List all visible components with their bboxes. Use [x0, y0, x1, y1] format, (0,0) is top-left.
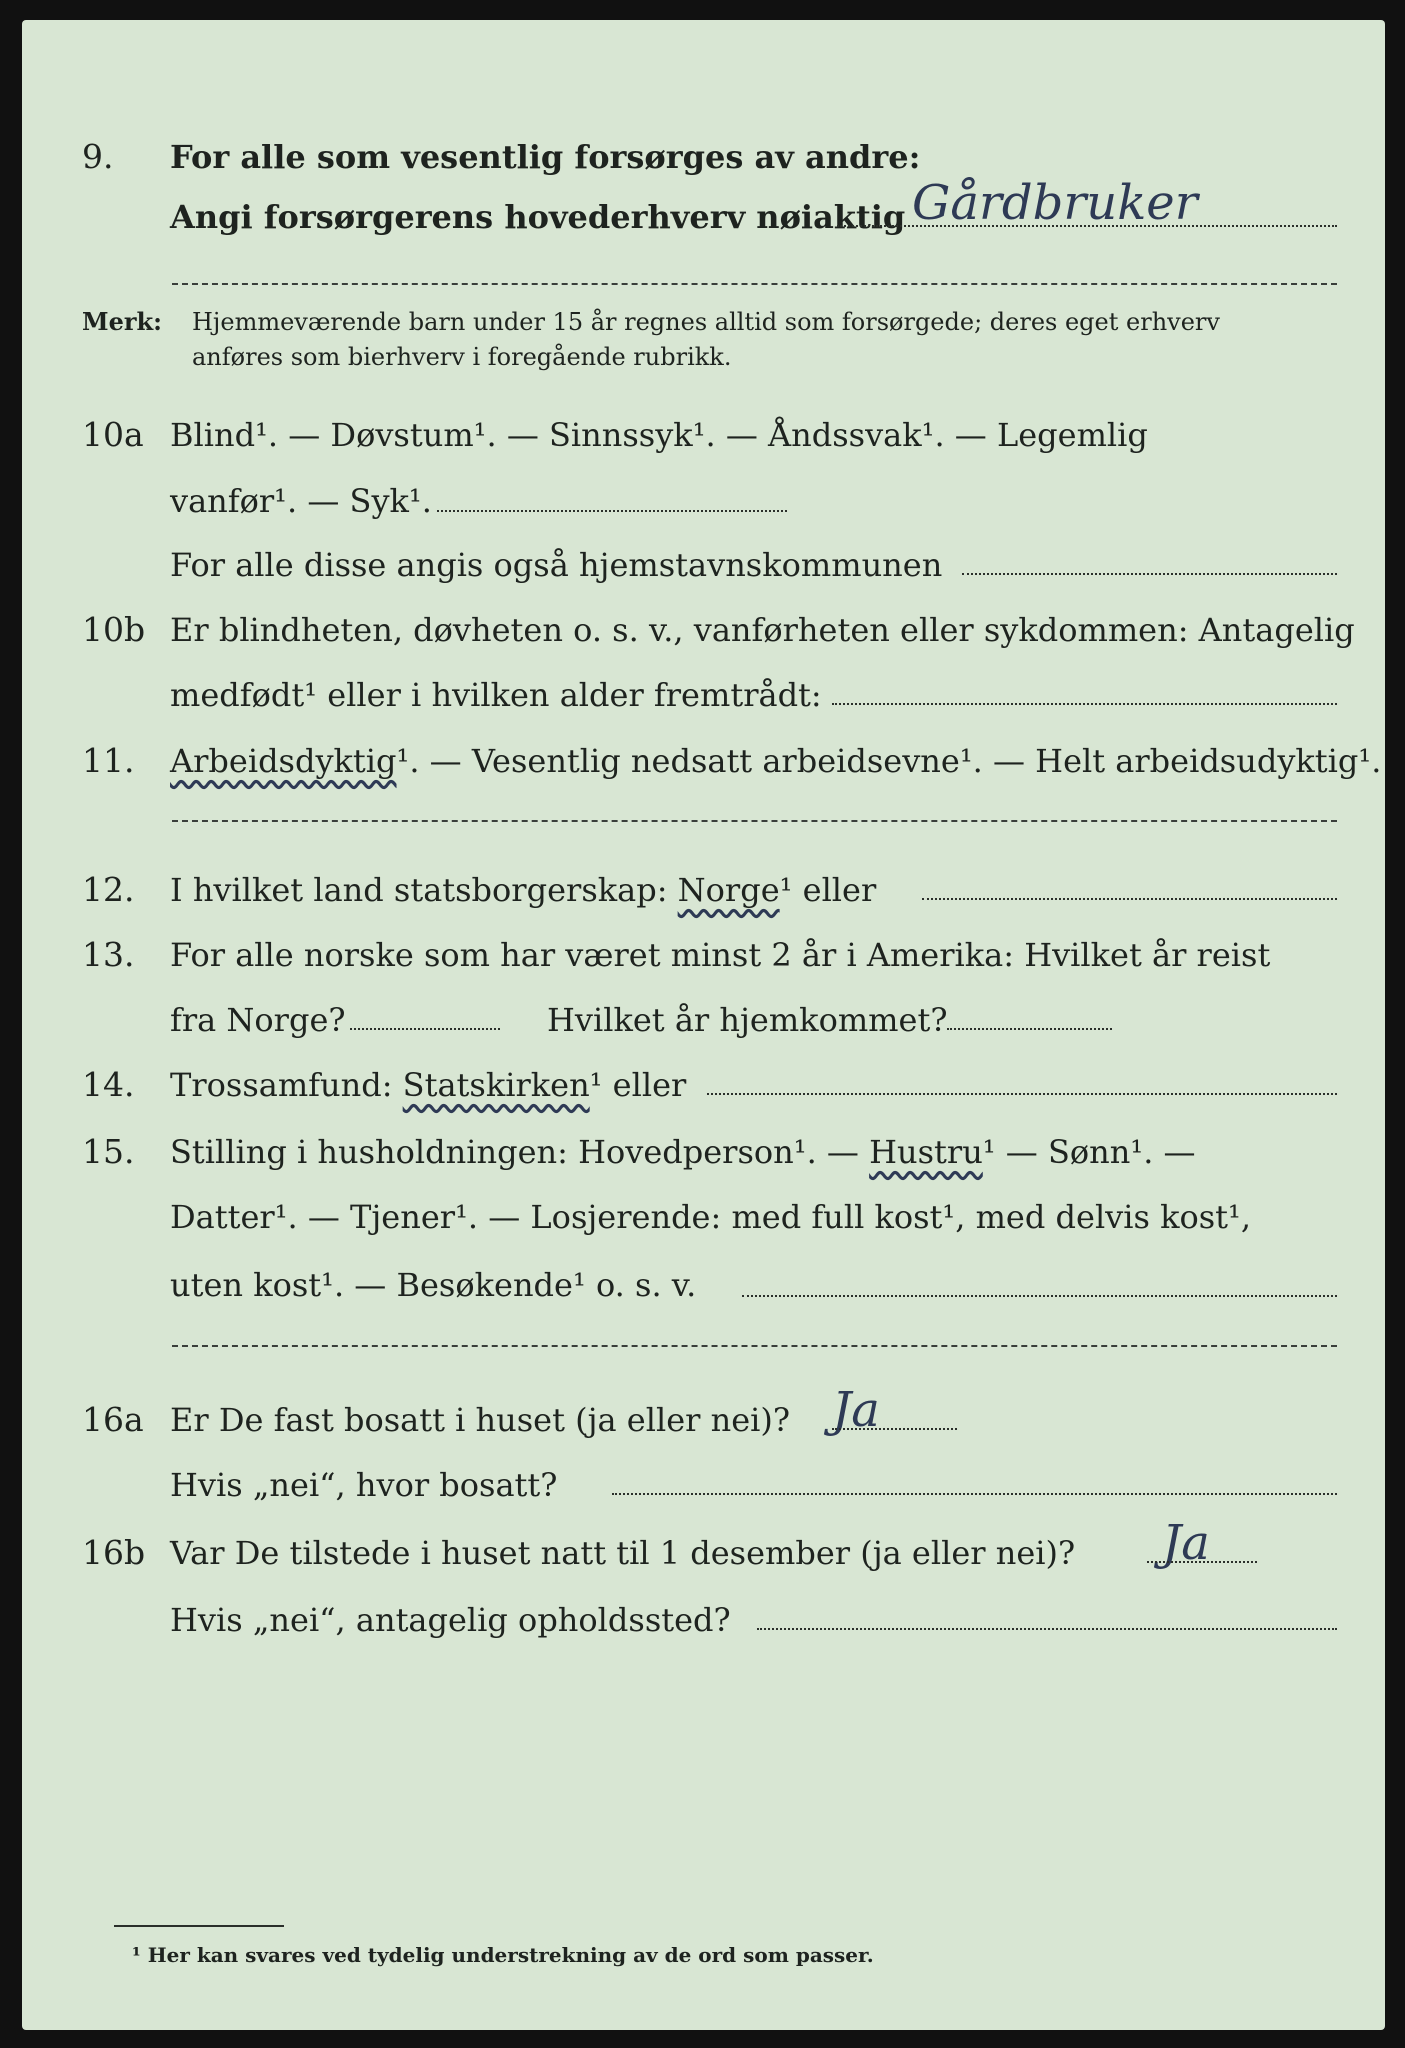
q15-text3: uten kost¹. — Besøkende¹ o. s. v. — [170, 1266, 697, 1304]
q16b-number: 16b — [82, 1533, 146, 1572]
q13-line1 — [22, 930, 1385, 980]
q16b-handwritten-answer: Ja — [1162, 1515, 1210, 1571]
q16a-bosatt-line — [612, 1493, 1337, 1495]
q16a-answer-line — [832, 1428, 957, 1430]
footnote-divider — [114, 1925, 284, 1927]
q12-pre: I hvilket land statsborgerskap: — [170, 871, 668, 909]
q12-post: ¹ eller — [779, 871, 877, 909]
q9-number: 9. — [82, 137, 114, 176]
q11-rest: ¹. — Vesentlig nedsatt arbeidsevne¹. — Helt arbeidsudyktig¹. — [396, 742, 1382, 780]
q14-post: ¹ eller — [589, 1066, 687, 1104]
q9-answer-line — [837, 225, 1337, 227]
q16b-opholdssted-line — [757, 1628, 1337, 1630]
q15-line1 — [22, 1127, 1385, 1177]
q10a-hjemstavn-line — [962, 573, 1337, 575]
merk-text2: anføres som bierhverv i foregående rubrikk. — [192, 343, 732, 371]
q10a-text3: For alle disse angis også hjemstavnskommunen — [170, 546, 943, 584]
q12-number: 12. — [82, 870, 135, 909]
q10a-text1: Blind¹. — Døvstum¹. — Sinnssyk¹. — Åndssvak¹. — Legemlig — [170, 416, 1148, 454]
q15-text1c: ¹ — Sønn¹. — — [982, 1133, 1196, 1171]
q10b-text1: Er blindheten, døvheten o. s. v., vanførheten eller sykdommen: Antagelig — [170, 611, 1355, 649]
q16b-text2: Hvis „nei“, antagelig opholdssted? — [170, 1601, 731, 1639]
q10a-line1 — [22, 410, 1385, 460]
q13-hjemkommet-line — [947, 1028, 1112, 1030]
q10b-text2: medfødt¹ eller i hvilken alder fremtrådt: — [170, 676, 822, 714]
q13-reist-line — [350, 1028, 500, 1030]
q14-text — [170, 1060, 686, 1110]
q12-text — [170, 865, 876, 915]
q11-text — [170, 736, 1381, 786]
q15-text1 — [170, 1127, 1196, 1177]
q13-text2a: fra Norge? — [170, 1001, 346, 1039]
q10b-number: 10b — [82, 610, 146, 649]
q13-text1: For alle norske som har været minst 2 år i Amerika: Hvilket år reist — [170, 936, 1271, 974]
q9-extra-line — [172, 283, 1337, 285]
q11-option-arbeidsdyktig[interactable]: Arbeidsdyktig — [170, 742, 397, 780]
q12-option-norge[interactable]: Norge — [677, 871, 780, 909]
q11-extra-line — [172, 820, 1337, 822]
census-form-page — [22, 20, 1385, 2030]
q9-text2: Angi forsørgerens hovederhverv nøiaktig — [170, 198, 906, 236]
q10b-alder-line — [832, 703, 1337, 705]
q15-extra-line — [172, 1345, 1337, 1347]
merk-text1: Hjemmeværende barn under 15 år regnes alltid som forsørgede; deres eget erhverv — [192, 308, 1220, 336]
q15-osv-line — [742, 1295, 1337, 1297]
q14-option-statskirken[interactable]: Statskirken — [402, 1066, 590, 1104]
q10a-number: 10a — [82, 415, 144, 454]
footnote-text: ¹ Her kan svares ved tydelig understrekning av de ord som passer. — [132, 1943, 874, 1967]
q16a-text1: Er De fast bosatt i huset (ja eller nei)? — [170, 1401, 791, 1439]
q9-handwritten-answer: Gårdbruker — [912, 175, 1198, 231]
q14-number: 14. — [82, 1065, 135, 1104]
q16b-text1: Var De tilstede i huset natt til 1 desember (ja eller nei)? — [170, 1534, 1076, 1572]
q14-eller-line — [707, 1093, 1337, 1095]
q15-text1a: Stilling i husholdningen: Hovedperson¹. — — [170, 1133, 859, 1171]
q10a-text2: vanfør¹. — Syk¹. — [170, 482, 432, 520]
q9-text1: For alle som vesentlig forsørges av andre: — [170, 138, 921, 176]
q11-number: 11. — [82, 741, 135, 780]
q14-pre: Trossamfund: — [170, 1066, 393, 1104]
q11-line — [22, 736, 1385, 786]
q13-text2b: Hvilket år hjemkommet? — [547, 1001, 948, 1039]
q15-number: 15. — [82, 1132, 135, 1171]
q16b-answer-line — [1147, 1561, 1257, 1563]
q16a-handwritten-answer: Ja — [832, 1382, 880, 1438]
q12-eller-line — [922, 898, 1337, 900]
q10b-line1 — [22, 605, 1385, 655]
q16a-text2: Hvis „nei“, hvor bosatt? — [170, 1466, 558, 1504]
q13-number: 13. — [82, 935, 135, 974]
q15-text2: Datter¹. — Tjener¹. — Losjerende: med full kost¹, med delvis kost¹, — [170, 1198, 1252, 1236]
q15-option-hustru[interactable]: Hustru — [869, 1133, 983, 1171]
q10a-syk-line — [437, 510, 787, 512]
merk-label: Merk: — [82, 307, 162, 336]
q16a-number: 16a — [82, 1400, 144, 1439]
